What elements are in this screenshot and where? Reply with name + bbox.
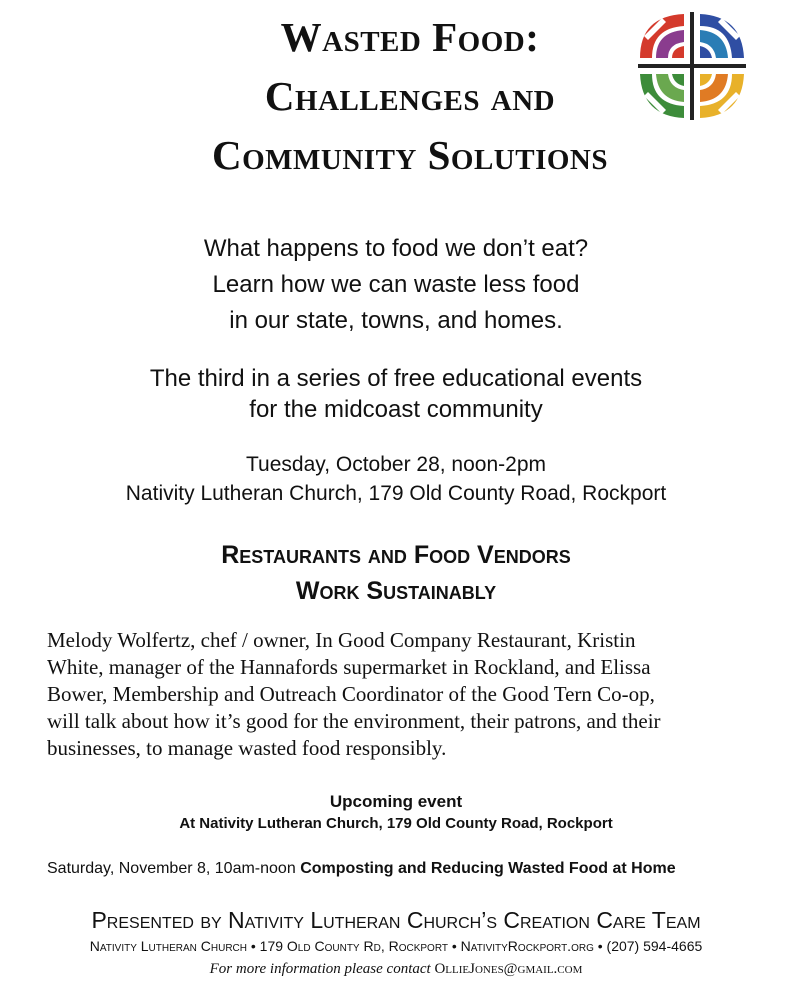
contact-info: Nativity Lutheran Church • 179 Old County Rd, Rockport • NativityRockport.org • (207) 594-4665 [89,938,703,954]
upcoming-location: At Nativity Lutheran Church, 179 Old County Road, Rockport [179,815,613,832]
more-info-line [0,958,792,980]
upcoming-topic: Composting and Reducing Wasted Food at Home [300,860,676,877]
intro-line-3: in our state, towns, and homes. [229,307,563,334]
session-heading-line-1: Restaurants and Food Vendors [221,541,571,569]
session-description [47,627,757,762]
series-text [0,363,792,425]
intro-line-2: Learn how we can waste less food [212,271,580,298]
event-details [0,450,792,508]
description-line-4: will talk about how it’s good for the environment, their patrons, and their [47,709,661,733]
series-line-1: The third in a series of free educational events [149,365,643,392]
title-line-3: Community Solutions [211,132,609,178]
intro-text [0,231,792,339]
description-line-1: Melody Wolfertz, chef / owner, In Good Company Restaurant, Kristin [47,628,636,652]
session-heading-line-2: Work Sustainably [295,577,497,605]
event-datetime: Tuesday, October 28, noon-2pm [246,453,546,476]
more-info-label: For more information please contact [209,961,431,977]
presented-by: Presented by Nativity Lutheran Church’s Creation Care Team [91,907,701,933]
event-location: Nativity Lutheran Church, 179 Old County Road, Rockport [125,482,667,505]
upcoming-heading: Upcoming event [329,792,463,811]
upcoming-event [0,791,792,835]
flyer-title [150,8,670,185]
upcoming-date-line [47,858,757,880]
upcoming-date: Saturday, November 8, 10am-noon [47,860,296,877]
session-heading [0,537,792,609]
title-line-1: Wasted Food: [280,14,540,60]
description-line-5: businesses, to manage wasted food responsibly. [47,736,447,760]
description-line-3: Bower, Membership and Outreach Coordinator of the Good Tern Co-op, [47,682,655,706]
cross-mosaic-icon [632,6,752,126]
title-line-2: Challenges and [264,73,556,119]
description-line-2: White, manager of the Hannafords supermarket in Rockland, and Elissa [47,655,651,679]
series-line-2: for the midcoast community [249,396,543,423]
intro-line-1: What happens to food we don’t eat? [203,235,589,262]
contact-email[interactable]: OllieJones@gmail.com [434,961,583,977]
